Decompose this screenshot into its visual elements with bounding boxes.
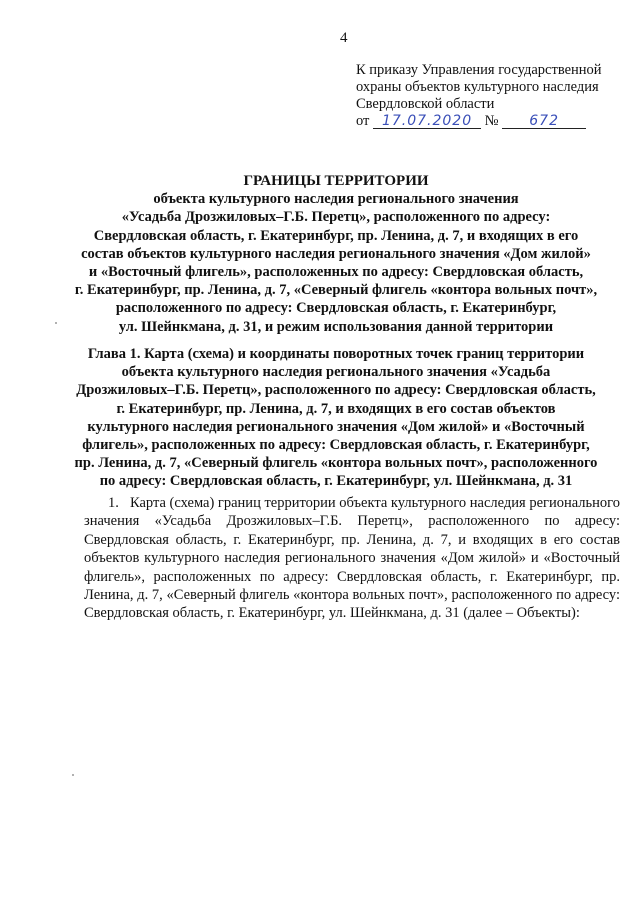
chapter-line: по адресу: Свердловская область, г. Екатеринбург, ул. Шейнкмана, д. 31	[99, 473, 573, 490]
scan-speck	[72, 774, 74, 776]
paragraph-text: Карта (схема) границ территории объекта культурного наследия регионального значения «Усадьба Дрозжиловых–Г.Б. Перетц», расположенного по адресу: Свердловская область, г. Екатеринбург, пр. Ленина, д. 7, и входящих в его состав объектов культурного наследия регионального значения «Дом жилой» и «Восточный флигель», расположенных по адресу: Свердловская область, г. Екатеринбург, пр. Ленина, д. 7, «Северный флигель «контора вольных почт», расположенного по адресу: Свердловская область, г. Екатеринбург, ул. Шейнкмана, д. 31 (далее – Объекты):	[84, 495, 620, 622]
chapter-line: объекта культурного наследия регионального значения «Усадьба	[121, 364, 551, 381]
chapter-line: пр. Ленина, д. 7, «Северный флигель «контора вольных почт», расположенного	[74, 455, 598, 472]
title-line: г. Екатеринбург, пр. Ленина, д. 7, «Северный флигель «контора вольных почт»,	[74, 282, 598, 299]
approval-line: К приказу Управления государственной	[356, 62, 602, 78]
chapter-heading	[50, 345, 622, 491]
title-line: и «Восточный флигель», расположенных по адресу: Свердловская область,	[88, 264, 584, 281]
chapter-line: г. Екатеринбург, пр. Ленина, д. 7, и входящих в его состав объектов	[116, 400, 556, 417]
number-label: №	[484, 113, 499, 129]
approval-reference	[356, 62, 626, 130]
handwritten-date: 17.07.2020	[381, 113, 473, 129]
title-line: состав объектов культурного наследия регионального значения «Дом жилой»	[81, 245, 591, 262]
paragraph-number: 1.	[108, 495, 119, 511]
page-number: 4	[340, 30, 348, 46]
chapter-line: культурного наследия регионального значения «Дом жилой» и «Восточный	[87, 418, 585, 435]
approval-line: Свердловской области	[356, 96, 495, 112]
chapter-line: флигель», расположенных по адресу: Свердловская область, г. Екатеринбург,	[82, 437, 590, 454]
paragraph-1	[84, 494, 620, 623]
title-line: «Усадьба Дрозжиловых–Г.Б. Перетц», расположенного по адресу:	[121, 209, 551, 226]
scan-speck	[55, 322, 57, 324]
title-line: ул. Шейнкмана, д. 31, и режим использования данной территории	[118, 318, 554, 335]
approval-date-number-line	[356, 113, 586, 129]
date-field	[373, 114, 481, 129]
title-line: Свердловская область, г. Екатеринбург, пр. Ленина, д. 7, и входящих в его	[93, 227, 579, 244]
chapter-line: Дрозжиловых–Г.Б. Перетц», расположенного по адресу: Свердловская область,	[76, 382, 596, 399]
handwritten-number: 672	[529, 113, 559, 129]
from-label: от	[356, 113, 370, 129]
title-main: ГРАНИЦЫ ТЕРРИТОРИИ	[243, 173, 429, 189]
chapter-line: Глава 1. Карта (схема) и координаты поворотных точек границ территории	[87, 346, 585, 362]
number-field	[502, 114, 586, 129]
document-title	[50, 172, 622, 336]
title-line: расположенного по адресу: Свердловская область, г. Екатеринбург,	[115, 300, 557, 317]
approval-line: охраны объектов культурного наследия	[356, 79, 599, 95]
title-line: объекта культурного наследия регионального значения	[153, 191, 519, 208]
